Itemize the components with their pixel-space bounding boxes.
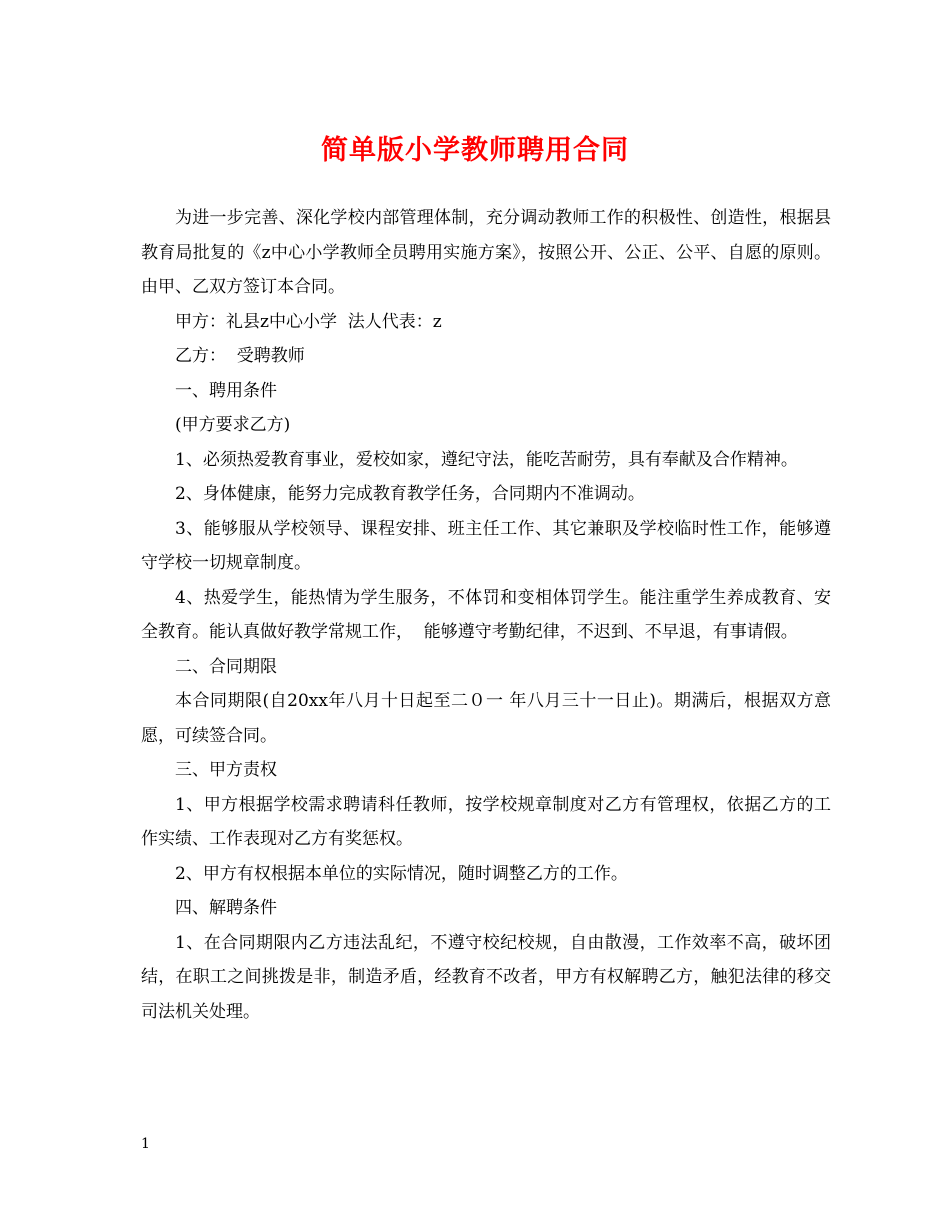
paragraph-party-a-right-2: 2、甲方有权根据本单位的实际情况，随时调整乙方的工作。	[175, 863, 628, 884]
paragraph-intro: 为进一步完善、深化学校内部管理体制，充分调动教师工作的积极性、创造性，根据县教育局批复的《z中心小学教师全员聘用实施方案》，按照公开、公正、公平、自愿的原则。由甲、乙双方签订本合同。	[141, 208, 831, 297]
paragraph-party-b: 乙方： 受聘教师	[175, 346, 305, 366]
paragraph-condition-4: 4、热爱学生，能热情为学生服务，不体罚和变相体罚学生。能注重学生养成教育、安全教育。能认真做好教学常规工作， 能够遵守考勤纪律，不迟到、不早退，有事请假。	[141, 587, 831, 642]
section-heading-contract-term: 二、合同期限	[175, 656, 277, 677]
paragraph-party-a-right-1: 1、甲方根据学校需求聘请科任教师，按学校规章制度对乙方有管理权，依据乙方的工作实绩、工作表现对乙方有奖惩权。	[141, 794, 831, 849]
paragraph-contract-term: 本合同期限(自20xx年八月十日起至二０一 年八月三十一日止)。期满后，根据双方意愿，可续签合同。	[141, 691, 831, 746]
section-heading-employment-conditions: 一、聘用条件	[175, 380, 277, 401]
paragraph-condition-1: 1、必须热爱教育事业，爱校如家，遵纪守法，能吃苦耐劳，具有奉献及合作精神。	[175, 449, 798, 470]
paragraph-condition-2: 2、身体健康，能努力完成教育教学任务，合同期内不准调动。	[175, 484, 645, 504]
paragraph-requirements-note: (甲方要求乙方)	[175, 415, 291, 435]
page-number: 1	[141, 1136, 150, 1152]
section-heading-party-a-rights: 三、甲方责权	[175, 760, 277, 780]
document-body	[141, 201, 831, 1029]
paragraph-party-a: 甲方：礼县z中心小学 法人代表：z	[175, 311, 442, 332]
document-title: 简单版小学教师聘用合同	[321, 135, 629, 166]
paragraph-condition-3: 3、能够服从学校领导、课程安排、班主任工作、其它兼职及学校临时性工作，能够遵守学校一切规章制度。	[141, 518, 831, 573]
paragraph-dismissal-1: 1、在合同期限内乙方违法乱纪，不遵守校纪校规，自由散漫，工作效率不高，破坏团结，在职工之间挑拨是非，制造矛盾，经教育不改者，甲方有权解聘乙方，触犯法律的移交司法机关处理。	[141, 932, 831, 1022]
section-heading-dismissal-conditions: 四、解聘条件	[175, 898, 277, 918]
